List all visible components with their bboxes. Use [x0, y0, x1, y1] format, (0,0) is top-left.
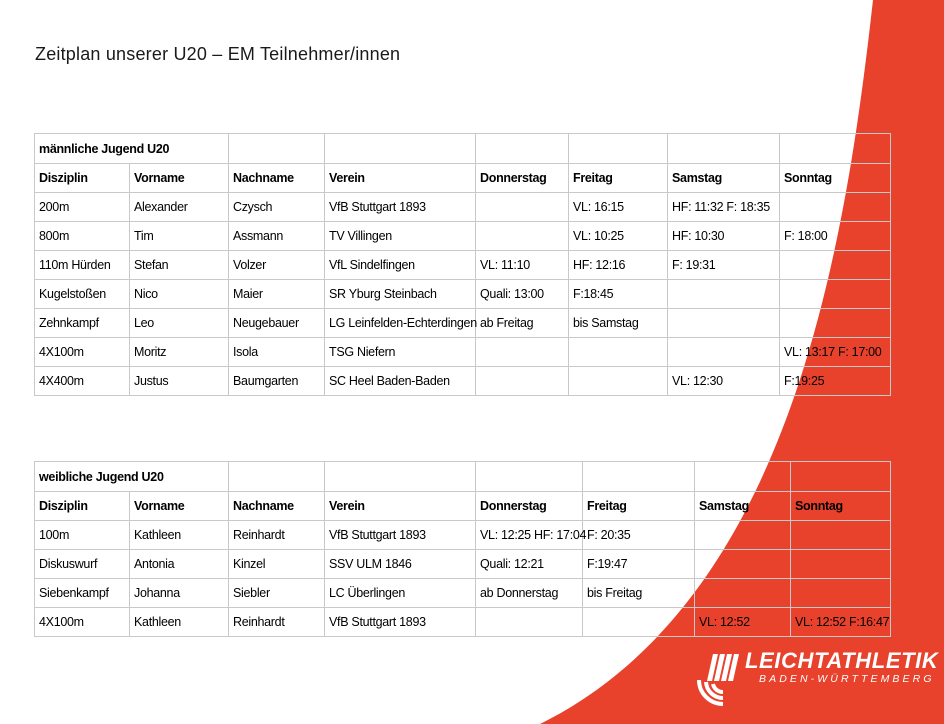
table-cell — [668, 280, 780, 309]
leichtathletik-logo — [696, 650, 938, 706]
table-cell: 800m — [35, 222, 130, 251]
table-cell: Kinzel — [229, 550, 325, 579]
column-header: Samstag — [695, 492, 791, 521]
table-cell: Reinhardt — [229, 608, 325, 637]
table-cell: Quali: 12:21 — [476, 550, 583, 579]
table-cell: Siebenkampf — [35, 579, 130, 608]
table-cell — [780, 251, 891, 280]
table-cell — [569, 367, 668, 396]
table-cell: Volzer — [229, 251, 325, 280]
table-cell: VL: 12:25 HF: 17:04 — [476, 521, 583, 550]
table-row — [35, 579, 891, 608]
table-cell: F: 19:31 — [668, 251, 780, 280]
table-cell: Nico — [130, 280, 229, 309]
table-cell: Baumgarten — [229, 367, 325, 396]
table-cell: 4X100m — [35, 608, 130, 637]
table-cell: TSG Niefern — [325, 338, 476, 367]
table-row — [35, 521, 891, 550]
logo-text-block — [745, 650, 938, 685]
table-cell: F:19:47 — [583, 550, 695, 579]
table-cell — [695, 579, 791, 608]
table-cell — [791, 579, 891, 608]
table-row — [35, 251, 891, 280]
table-row — [35, 280, 891, 309]
column-header: Verein — [325, 492, 476, 521]
table-cell — [476, 338, 569, 367]
table-cell — [476, 193, 569, 222]
column-header: Disziplin — [35, 164, 130, 193]
empty-cell — [780, 134, 891, 164]
table-weibliche-jugend-u20 — [34, 461, 891, 637]
column-header: Donnerstag — [476, 164, 569, 193]
table-cell: HF: 12:16 — [569, 251, 668, 280]
table-cell: VL: 16:15 — [569, 193, 668, 222]
table-cell: VL: 13:17 F: 17:00 — [780, 338, 891, 367]
column-header: Freitag — [569, 164, 668, 193]
table-cell: Diskuswurf — [35, 550, 130, 579]
empty-cell — [325, 134, 476, 164]
table-row — [35, 550, 891, 579]
table-cell: Isola — [229, 338, 325, 367]
table-title-row — [35, 134, 891, 164]
table-row — [35, 367, 891, 396]
table-cell: Quali: 13:00 — [476, 280, 569, 309]
table-cell: 110m Hürden — [35, 251, 130, 280]
empty-cell — [668, 134, 780, 164]
table-cell: 4X400m — [35, 367, 130, 396]
table-header-row — [35, 164, 891, 193]
table-cell: Reinhardt — [229, 521, 325, 550]
table-cell: VL: 12:30 — [668, 367, 780, 396]
table-cell: VL: 12:52 — [695, 608, 791, 637]
table-cell: 200m — [35, 193, 130, 222]
table-cell — [476, 222, 569, 251]
table-maennliche-jugend-u20 — [34, 133, 891, 396]
empty-cell — [229, 462, 325, 492]
table-cell: F:18:45 — [569, 280, 668, 309]
table-row — [35, 193, 891, 222]
table-cell: VfB Stuttgart 1893 — [325, 608, 476, 637]
empty-cell — [695, 462, 791, 492]
table-cell: 4X100m — [35, 338, 130, 367]
table-cell: VfB Stuttgart 1893 — [325, 193, 476, 222]
table-cell: VL: 10:25 — [569, 222, 668, 251]
table-cell — [695, 521, 791, 550]
table-cell — [668, 309, 780, 338]
table-cell: bis Freitag — [583, 579, 695, 608]
table-cell: Neugebauer — [229, 309, 325, 338]
table-title: männliche Jugend U20 — [35, 134, 229, 164]
table-cell — [780, 280, 891, 309]
table-cell: VL: 12:52 F:16:47 — [791, 608, 891, 637]
column-header: Donnerstag — [476, 492, 583, 521]
table-cell: Zehnkampf — [35, 309, 130, 338]
page-title: Zeitplan unserer U20 – EM Teilnehmer/innen — [35, 44, 401, 64]
column-header: Nachname — [229, 164, 325, 193]
table-cell: Leo — [130, 309, 229, 338]
table-cell: SSV ULM 1846 — [325, 550, 476, 579]
logo-region: BADEN-WÜRTTEMBERG — [759, 673, 935, 685]
empty-cell — [569, 134, 668, 164]
leichtathletik-logo-icon — [696, 654, 742, 706]
column-header: Disziplin — [35, 492, 130, 521]
table-cell: F: 18:00 — [780, 222, 891, 251]
table-cell: Assmann — [229, 222, 325, 251]
empty-cell — [476, 462, 583, 492]
table-cell: TV Villingen — [325, 222, 476, 251]
table-cell: SC Heel Baden-Baden — [325, 367, 476, 396]
empty-cell — [583, 462, 695, 492]
table-cell: Kathleen — [130, 608, 229, 637]
table-cell: HF: 11:32 F: 18:35 — [668, 193, 780, 222]
table-cell: F: 20:35 — [583, 521, 695, 550]
logo-name: LEICHTATHLETIK — [745, 648, 939, 673]
table-cell — [780, 193, 891, 222]
table-cell: Antonia — [130, 550, 229, 579]
table-row — [35, 222, 891, 251]
table-cell — [780, 309, 891, 338]
table-cell — [668, 338, 780, 367]
table-row — [35, 608, 891, 637]
table-cell: Siebler — [229, 579, 325, 608]
table-cell — [791, 550, 891, 579]
table-cell: Justus — [130, 367, 229, 396]
column-header: Verein — [325, 164, 476, 193]
table-cell: 100m — [35, 521, 130, 550]
table-row — [35, 309, 891, 338]
table-cell: Alexander — [130, 193, 229, 222]
table-cell: LG Leinfelden-Echterdingen — [325, 309, 476, 338]
column-header: Sonntag — [780, 164, 891, 193]
table-cell: HF: 10:30 — [668, 222, 780, 251]
empty-cell — [229, 134, 325, 164]
table-cell — [569, 338, 668, 367]
table-header-row — [35, 492, 891, 521]
table-cell: LC Überlingen — [325, 579, 476, 608]
table-cell: Tim — [130, 222, 229, 251]
table-cell: VL: 11:10 — [476, 251, 569, 280]
column-header: Vorname — [130, 492, 229, 521]
table-cell: bis Samstag — [569, 309, 668, 338]
table-cell: Johanna — [130, 579, 229, 608]
table-cell: ab Freitag — [476, 309, 569, 338]
column-header: Nachname — [229, 492, 325, 521]
table-title: weibliche Jugend U20 — [35, 462, 229, 492]
table-cell: Stefan — [130, 251, 229, 280]
table-cell: Kathleen — [130, 521, 229, 550]
table-cell: SR Yburg Steinbach — [325, 280, 476, 309]
empty-cell — [476, 134, 569, 164]
column-header: Freitag — [583, 492, 695, 521]
table-title-row — [35, 462, 891, 492]
table-cell — [583, 608, 695, 637]
table-cell: Kugelstoßen — [35, 280, 130, 309]
table-cell: F:19:25 — [780, 367, 891, 396]
empty-cell — [791, 462, 891, 492]
table-row — [35, 338, 891, 367]
table-cell: VfL Sindelfingen — [325, 251, 476, 280]
table-cell: VfB Stuttgart 1893 — [325, 521, 476, 550]
table-cell — [695, 550, 791, 579]
empty-cell — [325, 462, 476, 492]
table-cell: Moritz — [130, 338, 229, 367]
table-cell: Maier — [229, 280, 325, 309]
table-cell — [791, 521, 891, 550]
column-header: Sonntag — [791, 492, 891, 521]
table-cell — [476, 367, 569, 396]
table-cell — [476, 608, 583, 637]
table-cell: Czysch — [229, 193, 325, 222]
column-header: Vorname — [130, 164, 229, 193]
column-header: Samstag — [668, 164, 780, 193]
table-cell: ab Donnerstag — [476, 579, 583, 608]
